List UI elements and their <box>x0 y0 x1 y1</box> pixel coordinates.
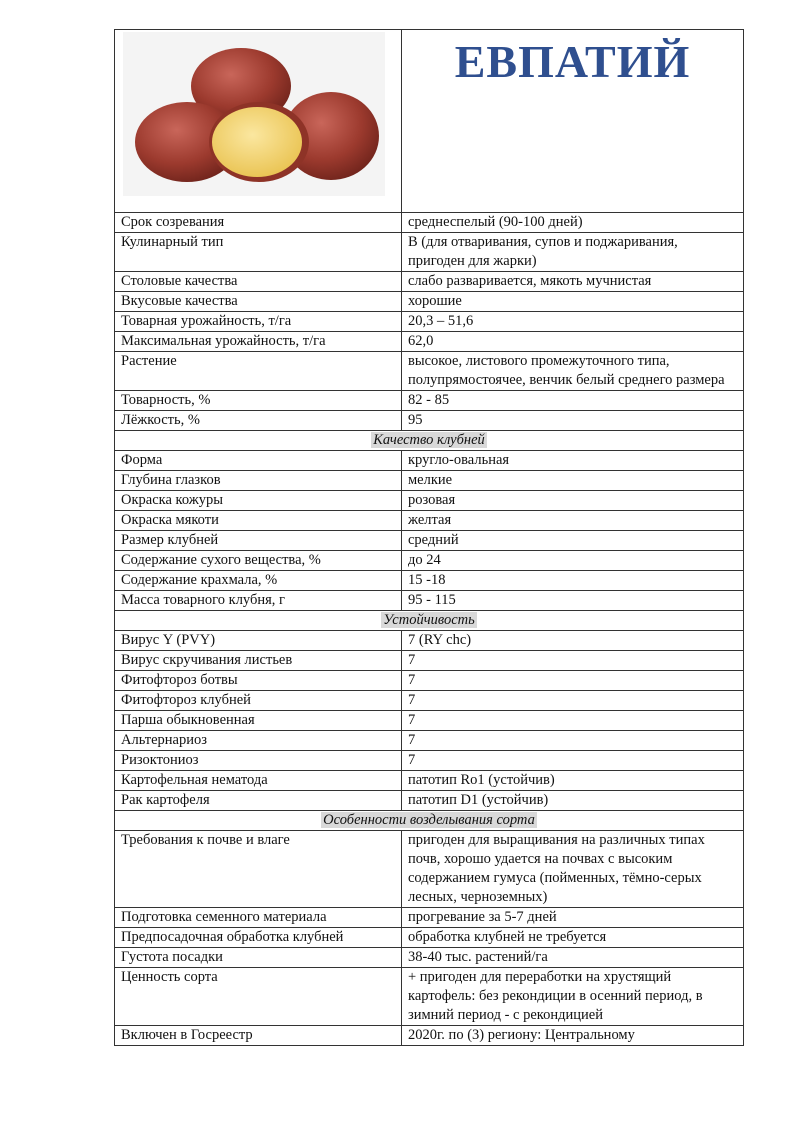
row-label: Вкусовые качества <box>115 292 402 312</box>
table-row <box>115 511 744 531</box>
table-row <box>115 751 744 771</box>
row-label: Предпосадочная обработка клубней <box>115 928 402 948</box>
section-header-cell <box>115 611 744 631</box>
row-value: розовая <box>402 491 744 511</box>
row-value: 7 <box>402 731 744 751</box>
row-value: 82 - 85 <box>402 391 744 411</box>
table-row <box>115 332 744 352</box>
table-row <box>115 591 744 611</box>
table-row <box>115 671 744 691</box>
table-row <box>115 411 744 431</box>
row-label: Товарная урожайность, т/га <box>115 312 402 332</box>
row-label: Содержание сухого вещества, % <box>115 551 402 571</box>
row-label: Фитофтороз клубней <box>115 691 402 711</box>
section-header-cell <box>115 811 744 831</box>
row-label: Срок созревания <box>115 213 402 233</box>
row-label: Вирус скручивания листьев <box>115 651 402 671</box>
row-value: кругло-овальная <box>402 451 744 471</box>
row-label: Фитофтороз ботвы <box>115 671 402 691</box>
table-row <box>115 908 744 928</box>
title-cell <box>402 30 744 213</box>
variety-title: ЕВПАТИЙ <box>454 36 691 87</box>
row-value: + пригоден для переработки на хрустящий картофель: без рекондиции в осенний период, в зимний период - с рекондицией <box>402 968 744 1026</box>
row-value: 7 <box>402 751 744 771</box>
row-label: Размер клубней <box>115 531 402 551</box>
row-value: 95 - 115 <box>402 591 744 611</box>
header-row <box>115 30 744 213</box>
row-label: Содержание крахмала, % <box>115 571 402 591</box>
table-row <box>115 691 744 711</box>
row-value: 15 -18 <box>402 571 744 591</box>
row-value: 7 (RY chc) <box>402 631 744 651</box>
row-value: 38-40 тыс. растений/га <box>402 948 744 968</box>
table-row <box>115 233 744 272</box>
row-value: B (для отваривания, супов и поджаривания, пригоден для жарки) <box>402 233 744 272</box>
row-label: Ризоктониоз <box>115 751 402 771</box>
section-header-row <box>115 611 744 631</box>
row-label: Вирус Y (PVY) <box>115 631 402 651</box>
row-label: Окраска мякоти <box>115 511 402 531</box>
table-row <box>115 711 744 731</box>
row-value: мелкие <box>402 471 744 491</box>
table-row <box>115 471 744 491</box>
potato-illustration <box>123 32 385 196</box>
row-label: Максимальная урожайность, т/га <box>115 332 402 352</box>
row-value: обработка клубней не требуется <box>402 928 744 948</box>
row-label: Товарность, % <box>115 391 402 411</box>
section-title: Устойчивость <box>383 612 475 628</box>
row-value: слабо разваривается, мякоть мучнистая <box>402 272 744 292</box>
row-value: желтая <box>402 511 744 531</box>
table-row <box>115 771 744 791</box>
table-row <box>115 391 744 411</box>
potato-half-flesh <box>212 107 302 177</box>
row-label: Ценность сорта <box>115 968 402 1026</box>
row-value: пригоден для выращивания на различных типах почв, хорошо удается на почвах с высоким содержанием гумуса (пойменных, тёмно-серых лесных, черноземных) <box>402 831 744 908</box>
table-row <box>115 631 744 651</box>
row-label: Форма <box>115 451 402 471</box>
table-row <box>115 312 744 332</box>
row-label: Окраска кожуры <box>115 491 402 511</box>
table-row <box>115 551 744 571</box>
row-value: прогревание за 5-7 дней <box>402 908 744 928</box>
table-row <box>115 352 744 391</box>
section-header-cell <box>115 431 744 451</box>
section-header-row <box>115 431 744 451</box>
row-label: Альтернариоз <box>115 731 402 751</box>
table-row <box>115 451 744 471</box>
table-row <box>115 948 744 968</box>
table-row <box>115 731 744 751</box>
table-row <box>115 651 744 671</box>
row-label: Столовые качества <box>115 272 402 292</box>
row-value: 7 <box>402 651 744 671</box>
row-label: Включен в Госреестр <box>115 1026 402 1046</box>
section-title: Качество клубней <box>373 432 485 448</box>
potato-image <box>123 32 385 196</box>
table-row <box>115 791 744 811</box>
row-value: 20,3 – 51,6 <box>402 312 744 332</box>
row-label: Густота посадки <box>115 948 402 968</box>
row-value: среднеспелый (90-100 дней) <box>402 213 744 233</box>
table-row <box>115 928 744 948</box>
image-cell <box>115 30 402 213</box>
row-label: Лёжкость, % <box>115 411 402 431</box>
row-value: до 24 <box>402 551 744 571</box>
table-row <box>115 831 744 908</box>
row-label: Глубина глазков <box>115 471 402 491</box>
variety-spec-table <box>114 29 744 1046</box>
table-row <box>115 531 744 551</box>
row-value: 2020г. по (3) региону: Центральному <box>402 1026 744 1046</box>
row-value: высокое, листового промежуточного типа, полупрямостоячее, венчик белый среднего размера <box>402 352 744 391</box>
table-row <box>115 272 744 292</box>
row-value: средний <box>402 531 744 551</box>
row-label: Картофельная нематода <box>115 771 402 791</box>
row-value: патотип D1 (устойчив) <box>402 791 744 811</box>
table-row <box>115 213 744 233</box>
row-label: Кулинарный тип <box>115 233 402 272</box>
row-label: Растение <box>115 352 402 391</box>
table-row <box>115 968 744 1026</box>
row-label: Парша обыкновенная <box>115 711 402 731</box>
table-row <box>115 292 744 312</box>
row-label: Масса товарного клубня, г <box>115 591 402 611</box>
row-value: 7 <box>402 711 744 731</box>
row-value: 7 <box>402 691 744 711</box>
row-label: Подготовка семенного материала <box>115 908 402 928</box>
row-value: 95 <box>402 411 744 431</box>
row-value: 62,0 <box>402 332 744 352</box>
table-row <box>115 1026 744 1046</box>
row-value: патотип Ro1 (устойчив) <box>402 771 744 791</box>
table-row <box>115 491 744 511</box>
table-row <box>115 571 744 591</box>
row-value: хорошие <box>402 292 744 312</box>
row-label: Требования к почве и влаге <box>115 831 402 908</box>
row-value: 7 <box>402 671 744 691</box>
section-header-row <box>115 811 744 831</box>
section-title: Особенности возделывания сорта <box>323 812 535 828</box>
row-label: Рак картофеля <box>115 791 402 811</box>
